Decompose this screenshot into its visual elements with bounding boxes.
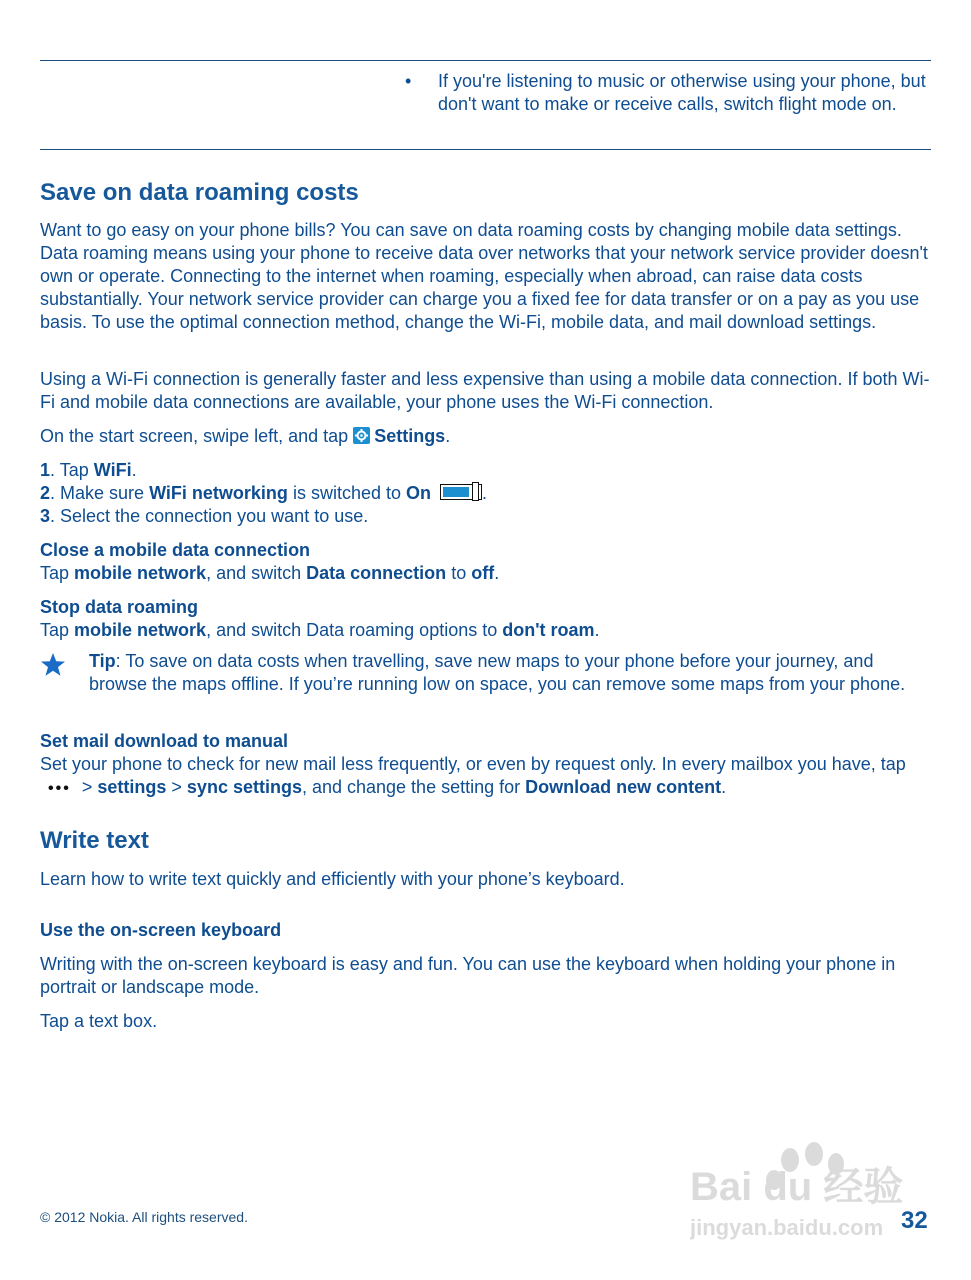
tip-label: Tip	[89, 651, 116, 671]
mail-download-block	[40, 730, 933, 800]
mobile-network-label[interactable]: mobile network	[74, 563, 207, 583]
close-connection-title: Close a mobile data connection	[40, 540, 311, 560]
table-bottom-rule	[40, 149, 931, 150]
write-text-intro: Learn how to write text quickly and efficiently with your phone’s keyboard.	[40, 869, 625, 889]
tap-text-box: Tap a text box.	[40, 1011, 158, 1031]
close-connection-block	[40, 539, 933, 585]
page-number: 32	[901, 1207, 928, 1234]
mail-download-title: Set mail download to manual	[40, 731, 289, 751]
dont-roam-label[interactable]: don't roam	[502, 620, 595, 640]
step-2: 2. Make sure WiFi networking is switched to On .	[40, 483, 488, 503]
wifi-paragraph: Using a Wi-Fi connection is generally faster and less expensive than using a mobile data connection. If both Wi-Fi and mobile data connections are available, your phone uses the Wi-Fi connection.	[40, 369, 930, 412]
toggle-on-icon	[440, 484, 482, 500]
start-prefix: On the start screen, swipe left, and tap	[40, 426, 349, 446]
write-text-title-wrap	[40, 826, 933, 856]
write-text-title: Write text	[40, 827, 149, 854]
sync-settings-label[interactable]: sync settings	[186, 777, 302, 797]
settings-gear-icon	[353, 427, 370, 444]
keyboard-title-wrap	[40, 919, 933, 942]
more-dots-icon[interactable]: •••	[48, 780, 71, 797]
start-screen-instruction: On the start screen, swipe left, and tap Settings.	[40, 426, 451, 446]
download-new-content-label[interactable]: Download new content	[525, 777, 722, 797]
mobile-network-label-2[interactable]: mobile network	[74, 620, 207, 640]
bullet-text: If you're listening to music or otherwise using your phone, but don't want to make or receive calls, switch flight mode on.	[438, 71, 926, 114]
off-label: off	[471, 563, 495, 583]
copyright: © 2012 Nokia. All rights reserved.	[40, 1209, 248, 1225]
wifi-paragraph-wrap	[40, 368, 933, 414]
roaming-intro	[40, 219, 933, 334]
wifi-label[interactable]: WiFi	[93, 460, 132, 480]
tap-text-box-wrap	[40, 1010, 933, 1033]
roaming-section-title: Save on data roaming costs	[40, 179, 359, 206]
close-connection-text: Tap mobile network, and switch Data connection to off.	[40, 563, 500, 583]
keyboard-paragraph-wrap	[40, 953, 933, 999]
stop-roaming-title: Stop data roaming	[40, 597, 199, 617]
settings-menu-label[interactable]: settings	[97, 777, 167, 797]
tip-block	[89, 650, 932, 696]
keyboard-paragraph: Writing with the on-screen keyboard is easy and fun. You can use the keyboard when holding your phone in portrait or landscape mode.	[40, 954, 896, 997]
mail-download-text: Set your phone to check for new mail less frequently, or even by request only. In every mailbox you have, tap••• > settings > sync settings, and change the setting for Download new content.	[40, 753, 933, 800]
write-text-intro-wrap	[40, 868, 933, 891]
watermark-url: jingyan.baidu.com	[690, 1215, 884, 1240]
wifi-steps	[40, 459, 933, 528]
settings-label[interactable]: Settings	[374, 426, 446, 446]
baidu-watermark-logo	[690, 1140, 920, 1250]
tip-text: Tip: To save on data costs when travelling, save new maps to your phone before your journey, and browse the maps offline. If you’re running low on space, you can remove some maps from your phone.	[89, 651, 906, 694]
roaming-section-title-wrap	[40, 178, 933, 208]
top-rule	[40, 60, 931, 61]
step-1: 1. Tap WiFi.	[40, 460, 137, 480]
stop-roaming-text: Tap mobile network, and switch Data roaming options to don't roam.	[40, 620, 600, 640]
roaming-paragraph-1: Want to go easy on your phone bills? You can save on data roaming costs by changing mobile data settings. Data roaming means using your phone to receive data over networks that your network service provider doesn't own or operate. Connecting to the internet when roaming, especially when abroad, can raise data costs substantially. Your network service provider can charge you a fixed fee for data transfer or on a pay as you use basis. To use the optimal connection method, change the Wi-Fi, mobile data, and mail download settings.	[40, 220, 928, 332]
on-label: On	[406, 483, 432, 503]
bullet-dot: •	[405, 71, 412, 91]
data-connection-label[interactable]: Data connection	[306, 563, 447, 583]
wifi-networking-label[interactable]: WiFi networking	[149, 483, 288, 503]
watermark-brand: Bai du 经验	[690, 1165, 904, 1209]
tip-star-icon	[40, 652, 66, 678]
step-3: 3. Select the connection you want to use.	[40, 506, 369, 526]
keyboard-title: Use the on-screen keyboard	[40, 920, 282, 940]
stop-roaming-block	[40, 596, 933, 642]
